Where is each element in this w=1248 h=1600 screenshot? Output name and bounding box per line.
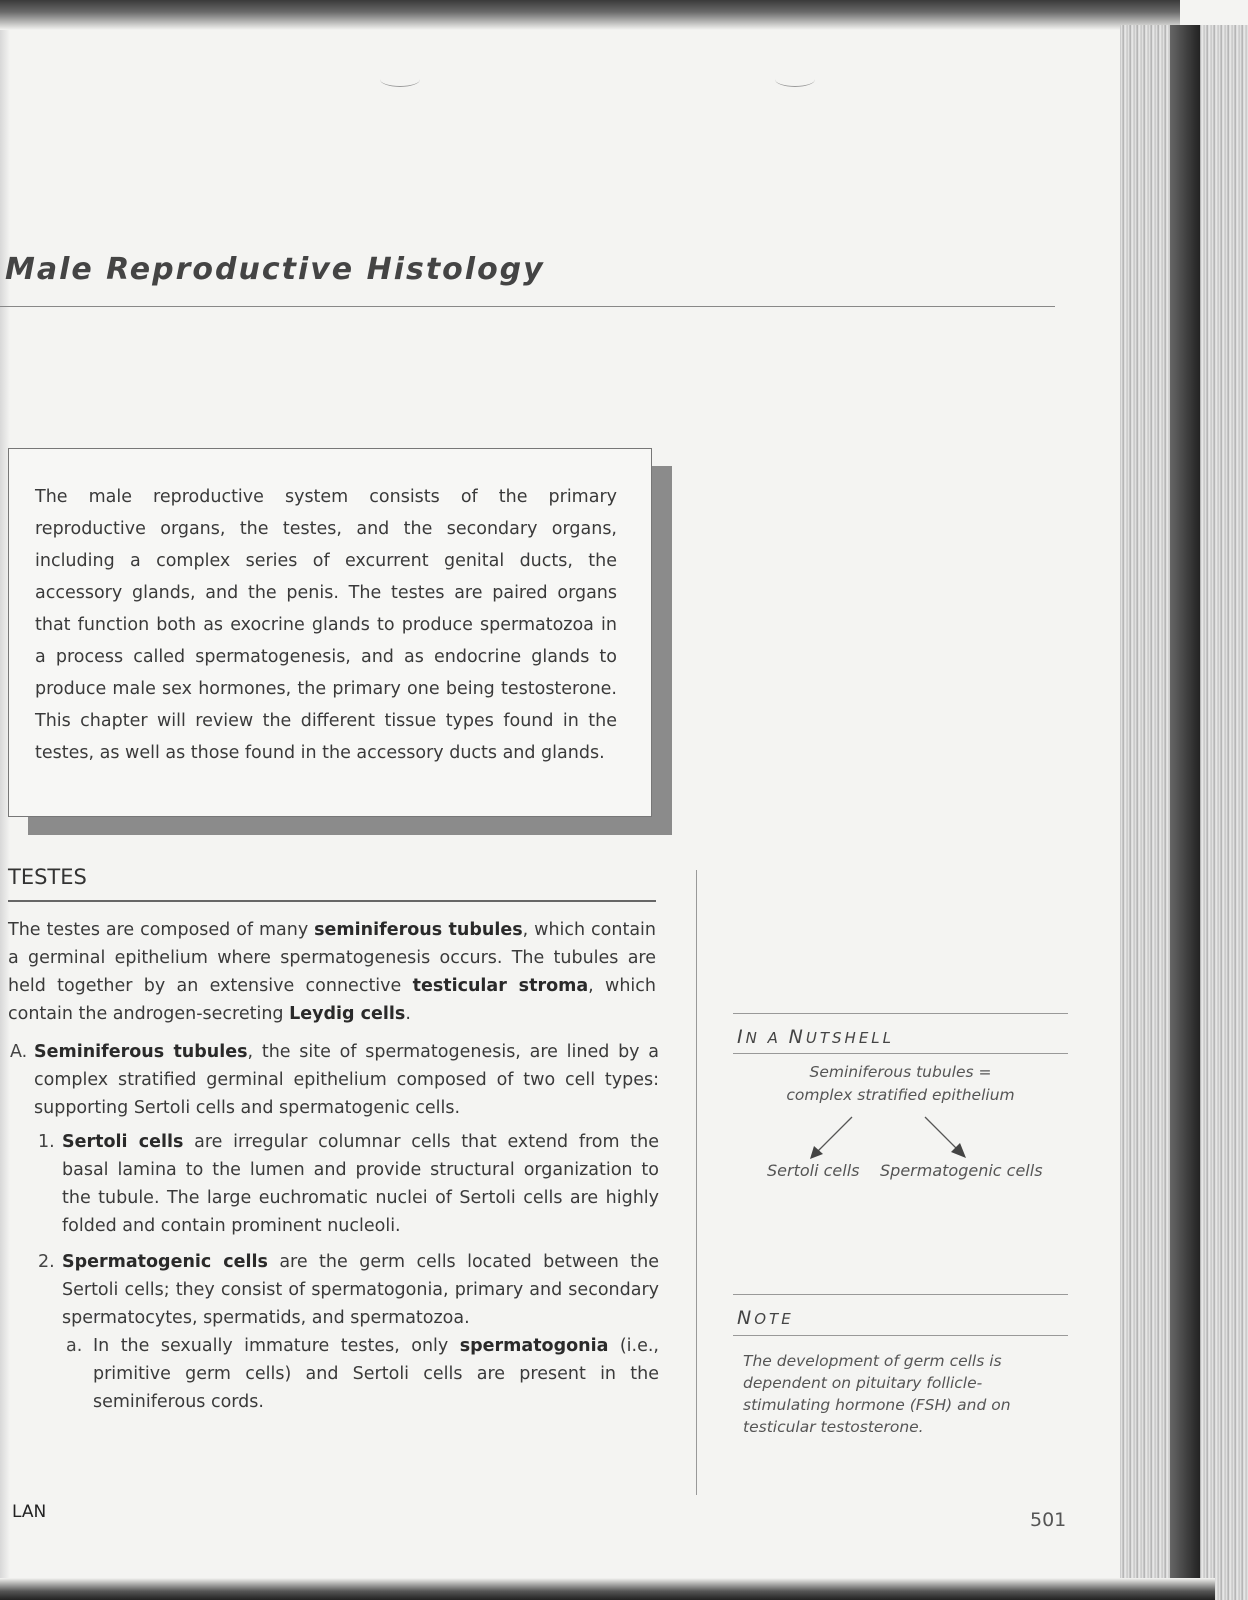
page-bottom-shadow: [0, 1578, 1215, 1600]
nutshell-sertoli-label: Sertoli cells: [767, 1161, 860, 1180]
title-rule: [0, 306, 1055, 307]
note-top-rule: [733, 1294, 1068, 1295]
punch-mark-left: [380, 72, 420, 87]
nutshell-top-rule: [733, 1013, 1068, 1014]
page-top-shadow: [0, 0, 1180, 30]
item-2a-paragraph: In the sexually immature testes, only spermatogonia (i.e., primitive germ cells) and Sertoli cells are present in the seminiferous cords.: [93, 1336, 659, 1412]
page-number: 501: [1030, 1509, 1067, 1531]
item-2-paragraph: Spermatogenic cells are the germ cells located between the Sertoli cells; they consist of spermatogonia, primary and secondary spermatocytes, spermatids, and spermatozoa.: [62, 1252, 659, 1328]
item-2a-marker: a.: [66, 1336, 83, 1356]
nutshell-line-1: Seminiferous tubules =: [809, 1063, 992, 1081]
item-a-paragraph: Seminiferous tubules, the site of spermatogenesis, are lined by a complex stratified germinal epithelium composed of two cell types: supporting Sertoli cells and spermatogenic cells.: [34, 1042, 660, 1118]
note-text: The development of germ cells is dependent on pituitary follicle-stimulating hormone (FSH) and on testicular testosterone.: [743, 1352, 1011, 1436]
punch-mark-right: [775, 72, 815, 87]
chapter-title: Male Reproductive Histology: [5, 252, 545, 287]
item-2-marker: 2.: [38, 1252, 55, 1272]
book-spine-shadow: [1170, 25, 1200, 1600]
intro-paragraph: The male reproductive system consists of the primary reproductive organs, the testes, and the secondary organs, including a complex series of excurrent genital ducts, the accessory glands, and the penis. The testes are paired organs that function both as exocrine glands to produce spermatozoa in a process called spermatogenesis, and as endocrine glands to produce male sex hormones, the primary one being testosterone. This chapter will review the different tissue types found in the testes, as well as those found in the accessory ducts and glands.: [35, 487, 617, 763]
testes-intro-paragraph: The testes are composed of many seminiferous tubules, which contain a germinal epithelium where spermatogenesis occurs. The tubules are held together by an extensive connective testicular stroma, which contain the androgen-secreting Leydig cells.: [8, 920, 657, 1024]
item-a-marker: A.: [10, 1042, 28, 1062]
section-heading: TESTES: [8, 865, 87, 889]
nutshell-spermatogenic-label: Spermatogenic cells: [880, 1161, 1043, 1180]
nutshell-heading: IN A NUTSHELL: [737, 1026, 895, 1048]
footer-mark: LAN: [12, 1502, 47, 1522]
item-1-paragraph: Sertoli cells are irregular columnar cells that extend from the basal lamina to the lumen and provide structural organization to the tubule. The large euchromatic nuclei of Sertoli cells are highly folded and contain prominent nucleoli.: [62, 1132, 659, 1236]
column-divider: [696, 870, 697, 1495]
section-rule: [8, 900, 656, 902]
nutshell-bottom-rule: [733, 1053, 1068, 1054]
note-heading: NOTE: [737, 1307, 794, 1329]
nutshell-line-2: complex stratified epithelium: [786, 1086, 1015, 1104]
item-1-marker: 1.: [38, 1132, 55, 1152]
branch-arrows-icon: [800, 1115, 980, 1165]
note-bottom-rule: [733, 1335, 1068, 1336]
